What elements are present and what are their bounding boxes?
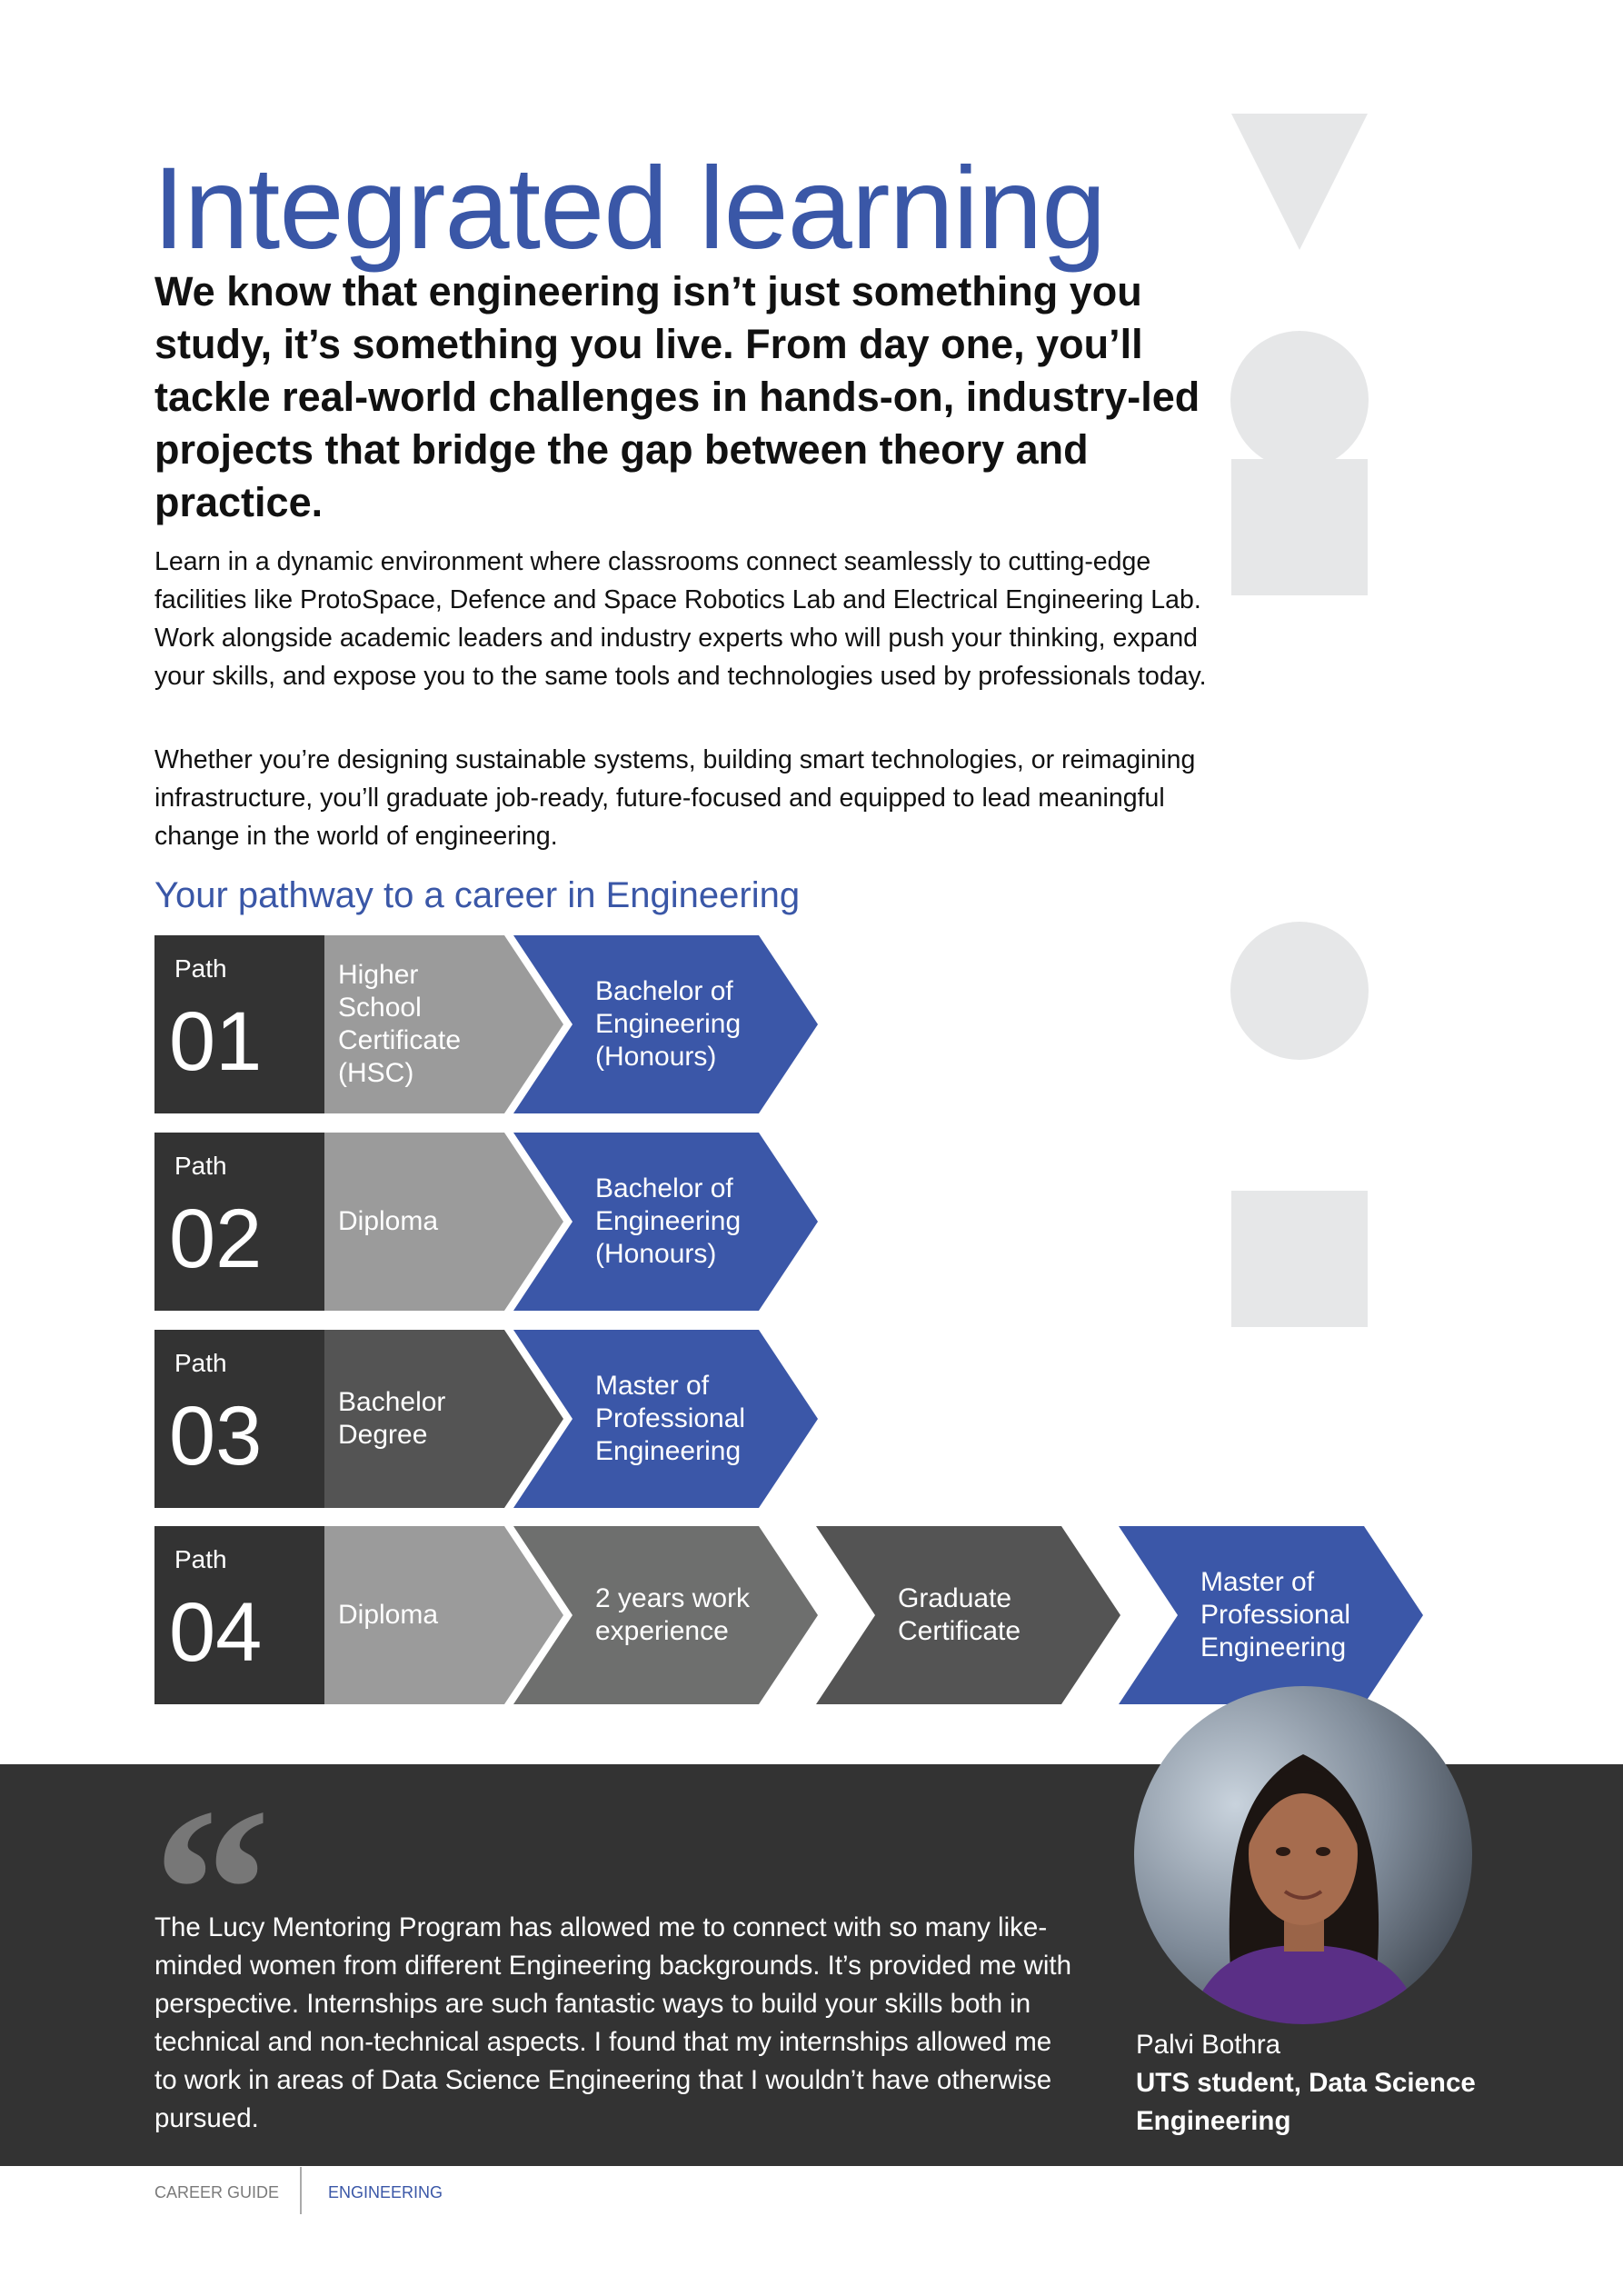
circle-shape xyxy=(1230,331,1369,469)
path-label: Path xyxy=(174,1545,227,1573)
pathway-step xyxy=(513,1330,818,1508)
avatar xyxy=(1134,1686,1472,2024)
path-number-box xyxy=(154,1526,324,1704)
path-number-box xyxy=(154,935,324,1113)
pathway-heading: Your pathway to a career in Engineering xyxy=(154,875,801,915)
triangle-shape xyxy=(1231,114,1368,250)
pathway-step-label: Graduate Certificate xyxy=(898,1583,1021,1646)
path-number: 03 xyxy=(169,1390,263,1482)
pathway-step xyxy=(1119,1526,1423,1704)
decorative-shapes xyxy=(1229,114,1370,1332)
person-name: Palvi Bothra xyxy=(1136,2030,1281,2060)
pathway-step-label: Diploma xyxy=(338,1206,439,1236)
footer-section-label: ENGINEERING xyxy=(328,2183,443,2201)
path-number: 04 xyxy=(169,1586,263,1679)
footer-guide-label: CAREER GUIDE xyxy=(154,2183,280,2201)
pathway-step xyxy=(513,1133,818,1311)
pathway-step-label: Master of Professional Engineering xyxy=(1200,1567,1351,1662)
testimonial-quote: The Lucy Mentoring Program has allowed me to connect with so many like-minded women from different Engineering backgrounds. It’s provided me with perspective. Internships are such fantastic ways to build your skills both in technical and non-technical aspects. I found that my internships allowed me to work in areas of Data Science Engineering that I wouldn’t have otherwise pursued. xyxy=(154,1912,1072,2133)
person-role: UTS student, Data Science Engineering xyxy=(1136,2068,1476,2136)
pathway-step-label: Bachelor of Engineering (Honours) xyxy=(595,976,742,1072)
page-title: Integrated learning xyxy=(153,144,1106,274)
pathway-step-label: Bachelor of Engineering (Honours) xyxy=(595,1173,742,1269)
pathway-step xyxy=(513,1526,818,1704)
pathway-step-label: Higher School Certificate (HSC) xyxy=(338,960,462,1088)
body-paragraph: Learn in a dynamic environment where classrooms connect seamlessly to cutting-edge facilities like ProtoSpace, Defence and Space Robotics Lab and Electrical Engineering Lab. Work alongside academic leaders and industry experts who will push your thinking, expand your skills, and expose you to the same tools and technologies used by professionals today. xyxy=(154,547,1207,691)
pathway-step xyxy=(513,935,818,1113)
circle-shape xyxy=(1230,922,1369,1060)
pathway-step-label: 2 years work experience xyxy=(595,1583,751,1646)
path-number-box xyxy=(154,1133,324,1311)
pathway-step-label: Diploma xyxy=(338,1600,439,1630)
path-number-box xyxy=(154,1330,324,1508)
body-paragraph: Whether you’re designing sustainable systems, building smart technologies, or reimagining infrastructure, you’ll graduate job-ready, future-focused and equipped to lead meaningful change in the world of engineering. xyxy=(154,745,1196,851)
footer-divider xyxy=(300,2167,302,2214)
path-number: 02 xyxy=(169,1193,263,1285)
pathway-step-label: Bachelor Degree xyxy=(338,1387,446,1450)
path-number: 01 xyxy=(169,995,263,1088)
path-label: Path xyxy=(174,954,227,983)
path-label: Path xyxy=(174,1152,227,1180)
path-label: Path xyxy=(174,1349,227,1377)
pathway-step-label: Master of Professional Engineering xyxy=(595,1371,746,1466)
lead-paragraph: We know that engineering isn’t just something you study, it’s something you live. From day one, you’ll tackle real-world challenges in hands-on, industry-led projects that bridge the gap between theory and practice. xyxy=(154,268,1200,525)
square-shape xyxy=(1231,1191,1368,1327)
pathway-step xyxy=(816,1526,1120,1704)
quote-mark-icon: “ xyxy=(153,1760,271,2021)
square-shape xyxy=(1231,459,1368,595)
avatar-photo xyxy=(1134,1686,1472,2024)
